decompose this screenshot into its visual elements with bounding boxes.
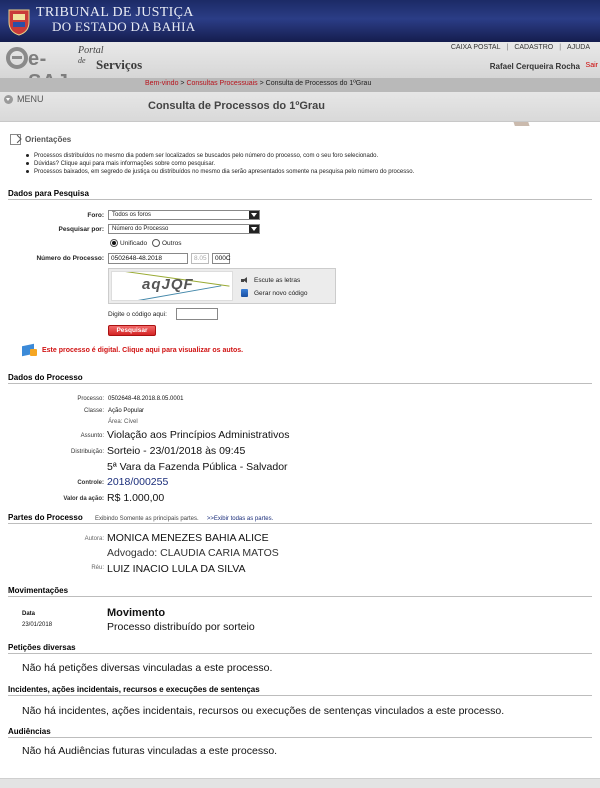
captcha-code-input[interactable] xyxy=(176,308,218,320)
menu-button[interactable] xyxy=(4,94,44,104)
esaj-e-icon xyxy=(6,47,28,69)
section-petitions: Petições diversas xyxy=(8,643,592,654)
orientations-toggle[interactable] xyxy=(10,134,590,145)
foro-label: Foro: xyxy=(87,212,104,219)
orientation-item: Processos distribuídos no mesmo dia podem ser localizados se buscados pelo número do processo, com o seu foro selecionado. xyxy=(26,152,590,160)
breadcrumb: Bem-vindo > Consultas Processuais > Consulta de Processos do 1ºGrau xyxy=(145,80,372,87)
dropdown-arrow-icon xyxy=(249,211,259,219)
search-button[interactable]: Pesquisar xyxy=(108,325,156,336)
court-banner xyxy=(0,0,600,42)
movements-date-header: Data xyxy=(22,611,36,617)
numero-processo-input[interactable]: 0502648-48.2018 xyxy=(108,253,188,264)
autora-value: MONICA MENEZES BAHIA ALICE xyxy=(107,532,269,544)
section-search: Dados para Pesquisa xyxy=(8,189,592,200)
classe-value: Ação Popular xyxy=(108,408,145,414)
menu-bar xyxy=(0,92,600,122)
radio-empty-icon xyxy=(152,239,160,247)
breadcrumb-consultas[interactable]: Consultas Processuais xyxy=(186,80,258,87)
processo-label: Processo: xyxy=(77,396,104,402)
link-caixa-postal[interactable]: CAIXA POSTAL xyxy=(450,44,501,51)
radio-unificado[interactable]: Unificado xyxy=(110,239,147,247)
captcha-image xyxy=(111,271,233,301)
code-label: Digite o código aqui: xyxy=(108,311,167,318)
distribuicao-value: Sorteio - 23/01/2018 às 09:45 xyxy=(107,445,246,457)
assunto-label: Assunto: xyxy=(80,433,104,439)
radio-selected-icon xyxy=(110,239,118,247)
bottom-bar xyxy=(0,778,600,788)
menu-label: MENU xyxy=(17,94,44,104)
portal-label: Portal de xyxy=(78,45,104,65)
section-hearings: Audiências xyxy=(8,727,592,738)
chevron-down-icon xyxy=(4,95,13,104)
assunto-value: Violação aos Princípios Administrativos xyxy=(107,429,290,441)
reu-value: LUIZ INACIO LULA DA SILVA xyxy=(107,563,246,575)
controle-label: Controle: xyxy=(77,480,104,486)
link-ajuda[interactable]: AJUDA xyxy=(567,44,590,51)
captcha-panel xyxy=(108,268,336,304)
digital-folder-icon xyxy=(22,343,38,357)
court-name xyxy=(36,6,195,34)
advogado-value: Advogado: CLAUDIA CARIA MATOS xyxy=(107,547,279,559)
orientations-title: Orientações xyxy=(25,135,72,144)
orientations-list xyxy=(26,152,590,176)
reu-label: Réu: xyxy=(91,565,104,571)
orientations-panel xyxy=(10,134,590,176)
expand-arrow-icon xyxy=(10,134,21,145)
petitions-empty-text: Não há petições diversas vinculadas a este processo. xyxy=(22,662,273,674)
show-all-parties-link[interactable]: >>Exibir todas as partes. xyxy=(206,516,274,522)
section-movements: Movimentações xyxy=(8,586,592,597)
breadcrumb-current: Consulta de Processos do 1ºGrau xyxy=(265,80,372,87)
pesquisar-por-select[interactable]: Número do Processo xyxy=(108,224,260,234)
section-parties: Partes do Processo Exibindo Somente as principais partes. >>Exibir todas as partes. xyxy=(8,513,592,524)
numero-segment-end[interactable]: 000C xyxy=(212,253,230,264)
valor-label: Valor da ação: xyxy=(63,496,104,502)
movement-description: Processo distribuído por sorteio xyxy=(107,621,255,633)
portal-header xyxy=(0,42,600,78)
hearings-empty-text: Não há Audiências futuras vinculadas a este processo. xyxy=(22,745,278,757)
breadcrumb-bar xyxy=(0,78,600,92)
orientation-item-help-link[interactable]: Dúvidas? Clique aqui para mais informações sobre como pesquisar. xyxy=(26,160,590,168)
digital-process-link[interactable]: Este processo é digital. Clique aqui para visualizar os autos. xyxy=(22,343,243,357)
court-name-line1: TRIBUNAL DE JUSTIÇA xyxy=(36,5,194,20)
speaker-icon xyxy=(241,277,248,284)
parties-aside: Exibindo Somente as principais partes. xyxy=(94,516,199,522)
section-process-data: Dados do Processo xyxy=(8,373,592,384)
refresh-icon xyxy=(241,289,248,297)
link-cadastro[interactable]: CADASTRO xyxy=(514,44,554,51)
autora-label: Autora: xyxy=(84,536,104,542)
breadcrumb-home[interactable]: Bem-vindo xyxy=(145,80,179,87)
incidents-empty-text: Não há incidentes, ações incidentais, recursos ou execuções de sentenças vinculados a este processo. xyxy=(22,705,505,717)
servicos-label: Serviços xyxy=(96,57,143,72)
new-code-link[interactable]: Gerar novo código xyxy=(241,289,307,297)
page-title: Consulta de Processos do 1ºGrau xyxy=(148,100,326,112)
section-incidents: Incidentes, ações incidentais, recursos e execuções de sentenças xyxy=(8,685,592,696)
movements-movement-header: Movimento xyxy=(107,607,166,619)
classe-label: Classe: xyxy=(83,408,104,414)
foro-select[interactable]: Todos os foros xyxy=(108,210,260,220)
controle-value[interactable]: 2018/000255 xyxy=(107,476,169,488)
listen-letters-link[interactable]: Escute as letras xyxy=(241,277,300,284)
dropdown-arrow-icon xyxy=(249,225,259,233)
processo-value: 0502648-48.2018.8.05.0001 xyxy=(108,396,184,402)
esaj-logo-text: e- xyxy=(28,48,47,70)
court-name-line2: DO ESTADO DA BAHIA xyxy=(52,19,196,34)
vara-value: 5ª Vara da Fazenda Pública - Salvador xyxy=(107,461,288,473)
numero-segment-mid[interactable]: 8.05 xyxy=(191,253,209,264)
user-name: Rafael Cerqueira Rocha xyxy=(489,62,580,71)
logout-link[interactable]: Sair xyxy=(585,62,598,69)
numero-processo-label: Número do Processo: xyxy=(36,255,104,262)
movement-date: 23/01/2018 xyxy=(22,622,53,628)
distribuicao-label: Distribuição: xyxy=(70,449,104,455)
court-crest-icon xyxy=(7,6,31,36)
top-links: CAIXA POSTAL | CADASTRO | AJUDA xyxy=(445,44,596,51)
pesquisar-por-label: Pesquisar por: xyxy=(58,226,104,233)
captcha-text: aqJQF xyxy=(142,276,194,293)
orientation-item: Processos baixados, em segredo de justiça ou distribuídos no mesmo dia serão apresentados somente na pesquisa pelo número do processo. xyxy=(26,168,590,176)
valor-value: R$ 1.000,00 xyxy=(107,492,165,504)
area-value: Área: Cível xyxy=(108,419,138,425)
radio-outros[interactable]: Outros xyxy=(152,239,182,247)
